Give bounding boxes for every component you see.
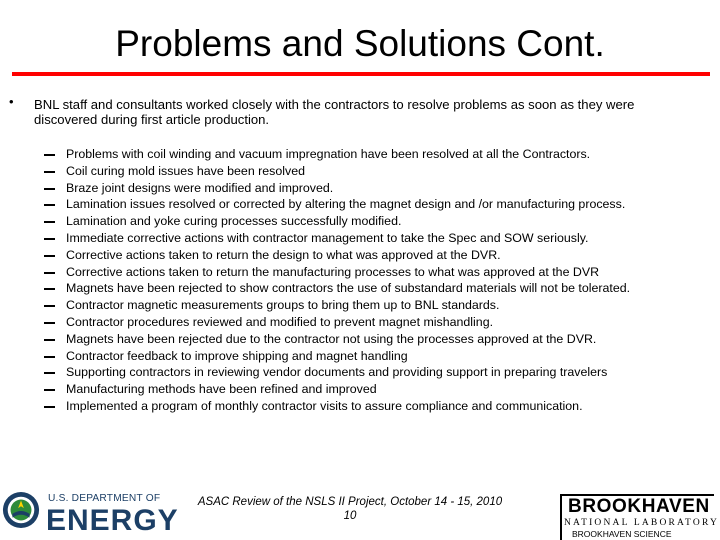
list-item: [44, 331, 714, 348]
list-item-text: Magnets have been rejected due to the contractor not using the processes approved at the DVR.: [66, 331, 597, 346]
slide-title: Problems and Solutions Cont.: [115, 23, 605, 64]
title-divider: [12, 72, 710, 76]
list-item-text: Immediate corrective actions with contractor management to take the Spec and SOW seriously.: [66, 230, 589, 245]
dash-bullet: [44, 406, 55, 408]
list-item: [44, 280, 714, 297]
list-item-text: Lamination and yoke curing processes successfully modified.: [66, 214, 402, 229]
list-item: [44, 213, 714, 230]
footer: [180, 495, 520, 523]
dash-bullet: [44, 272, 55, 274]
doe-department-text: U.S. DEPARTMENT OF: [48, 493, 161, 504]
list-item-text: Magnets have been rejected to show contractors the use of substandard materials will not be tolerated.: [66, 281, 631, 296]
dash-bullet: [44, 255, 55, 257]
bnl-logo: [560, 494, 720, 540]
footer-review-title: ASAC Review of the NSLS II Project, October 14 - 15, 2010: [197, 496, 503, 508]
list-item-text: Corrective actions taken to return the manufacturing processes to what was approved at the DVR: [66, 264, 600, 279]
list-item-text: Implemented a program of monthly contractor visits to assure compliance and communication.: [66, 398, 583, 413]
dash-bullet: [44, 154, 55, 156]
list-item-text: Supporting contractors in reviewing vendor documents and providing support in preparing travelers: [66, 365, 608, 380]
list-item: [44, 398, 714, 415]
list-item: [44, 196, 714, 213]
list-item: [44, 230, 714, 247]
dash-bullet: [44, 356, 55, 358]
list-item: [44, 297, 714, 314]
bullet-dot: •: [9, 94, 14, 109]
doe-logo: [0, 487, 179, 540]
list-item-text: Contractor feedback to improve shipping and magnet handling: [66, 348, 408, 363]
dash-bullet: [44, 238, 55, 240]
dash-bullet: [44, 188, 55, 190]
doe-seal-icon: [2, 491, 40, 529]
list-item: [44, 314, 714, 331]
dash-bullet: [44, 171, 55, 173]
solutions-list: [44, 146, 714, 415]
dash-bullet: [44, 322, 55, 324]
bnl-lab-text: NATIONAL LABORATORY: [564, 518, 720, 528]
dash-bullet: [44, 389, 55, 391]
dash-bullet: [44, 221, 55, 223]
list-item: [44, 348, 714, 365]
list-item-text: Problems with coil winding and vacuum impregnation have been resolved at all the Contractors.: [66, 147, 591, 161]
dash-bullet: [44, 339, 55, 341]
list-item: [44, 381, 714, 398]
dash-bullet: [44, 305, 55, 307]
doe-energy-text: ENERGY: [46, 504, 179, 537]
bnl-name-text: BROOKHAVEN: [568, 496, 710, 517]
list-item: [44, 163, 714, 180]
list-item-text: Lamination issues resolved or corrected by altering the magnet design and /or manufacturing process.: [66, 197, 626, 212]
list-item: [44, 364, 714, 381]
list-item: [44, 146, 714, 163]
list-item-text: Contractor magnetic measurements groups to bring them up to BNL standards.: [66, 298, 500, 313]
list-item-text: Contractor procedures reviewed and modified to prevent magnet mishandling.: [66, 314, 494, 329]
list-item-text: Corrective actions taken to return the design to what was approved at the DVR.: [66, 247, 501, 262]
dash-bullet: [44, 204, 55, 206]
intro-paragraph: BNL staff and consultants worked closely with the contractors to resolve problems as soon as they were discovered during first article production.: [34, 97, 635, 127]
dash-bullet: [44, 372, 55, 374]
list-item: [44, 247, 714, 264]
page-number: 10: [343, 510, 357, 522]
list-item-text: Braze joint designs were modified and improved.: [66, 180, 334, 195]
bnl-science-text: BROOKHAVEN SCIENCE: [572, 529, 672, 539]
list-item: [44, 264, 714, 281]
dash-bullet: [44, 288, 55, 290]
list-item-text: Coil curing mold issues have been resolved: [66, 163, 305, 178]
list-item: [44, 180, 714, 197]
list-item-text: Manufacturing methods have been refined and improved: [66, 382, 377, 397]
